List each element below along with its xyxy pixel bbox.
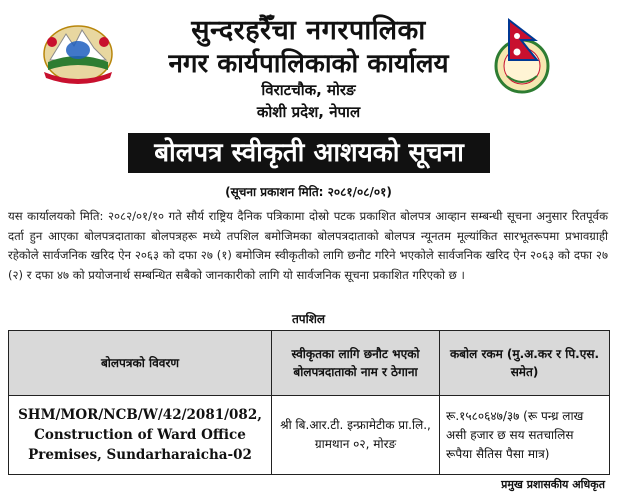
publish-date: (सूचना प्रकाशन मिति: २०८१/०८/०१) bbox=[225, 185, 392, 199]
schedule-heading: तपशिल bbox=[291, 312, 326, 326]
table-header-row bbox=[9, 331, 610, 396]
column-header-amount: कबोल रकम (मु.अ.कर र पि.एस. समेत) bbox=[440, 331, 610, 396]
notice-title-banner: बोलपत्र स्वीकृती आशयको सूचना bbox=[128, 133, 490, 173]
column-header-description: बोलपत्रको विवरण bbox=[9, 331, 272, 396]
office-province: कोशी प्रदेश, नेपाल bbox=[256, 103, 361, 121]
municipality-name: सुन्दरहरैँचा नगरपालिका bbox=[191, 15, 426, 46]
bidder-name-address: श्री बि.आर.टी. इन्फ्रामेटीक प्रा.लि., ग्रामथान ०२, मोरङ bbox=[272, 396, 440, 475]
notice-body: यस कार्यालयको मिति: २०८२/०१/१० गते सौर्य राष्ट्रिय दैनिक पत्रिकामा दोस्रो पटक प्रकाशित बोलपत्र आव्हान सम्बन्धी सूचना अनुसार रितपूर्वक दर्ता हुन आएका बोलपत्रदाताका बोलपत्रहरू मध्ये तपशिल बमोजिमका बोलपत्रदाताको बोलपत्र न्यूनतम मूल्यांकित सारभूतरूपमा प्रभावग्राही रहेकोले सार्वजनिक खरिद ऐन २०६३ को दफा २७ (१) बमोजिम स्वीकृतीको लागि छनौट गरिने भएकोले सार्वजनिक खरिद ऐन २०६३ को दफा २७ (२) र दफा ४७ को प्रयोजनार्थ सम्बन्धित सबैको जानकारीको लागि यो सार्वजनिक सूचना प्रकाशित गरिएको छ । bbox=[8, 209, 608, 282]
bid-table bbox=[8, 330, 610, 475]
table-row bbox=[9, 396, 610, 475]
nepal-flag-icon bbox=[487, 16, 557, 96]
office-name: नगर कार्यपालिकाको कार्यालय bbox=[168, 49, 449, 79]
office-city: विराटचौक, मोरङ bbox=[261, 81, 356, 99]
bid-amount: रू.१५८०६४७/३७ (रू पन्ध्र लाख असी हजार छ सय सतचालिस रूपैया सैतिस पैसा मात्र) bbox=[440, 396, 610, 475]
column-header-bidder: स्वीकृतका लागि छनौट भएको बोलपत्रदाताको नाम र ठेगाना bbox=[272, 331, 440, 396]
bid-description: SHM/MOR/NCB/W/42/2081/082, Construction of Ward Office Premises, Sundarharaicha-02 bbox=[9, 396, 272, 475]
signatory: प्रमुख प्रशासकीय अधिकृत bbox=[501, 478, 605, 491]
